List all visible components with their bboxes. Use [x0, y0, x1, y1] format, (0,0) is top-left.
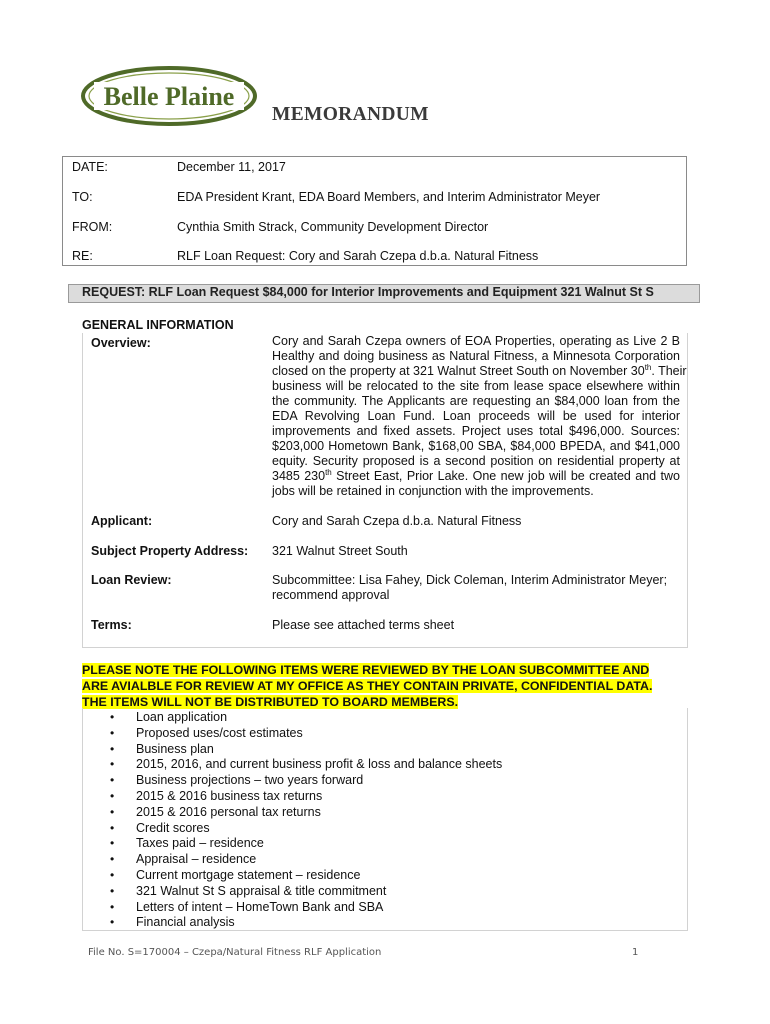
- overview-line: Healthy and doing business as Natural Fitness, a Minnesota Corporation: [272, 349, 680, 363]
- applicant-value: Cory and Sarah Czepa d.b.a. Natural Fitness: [272, 514, 522, 528]
- notice-line: PLEASE NOTE THE FOLLOWING ITEMS WERE REVIEWED BY THE LOAN SUBCOMMITTEE AND: [82, 663, 650, 677]
- overview-line: EDA Revolving Loan Fund. Loan proceeds will be used for interior: [272, 409, 680, 423]
- date-label: DATE:: [72, 160, 108, 174]
- from-label: FROM:: [72, 220, 113, 234]
- list-item: • Letters of intent – HomeTown Bank and SBA: [110, 900, 502, 916]
- overview-line: $203,000 Hometown Bank, $168,00 SBA, $84,000 BPEDA, and $41,000: [272, 439, 680, 453]
- overview-label: Overview:: [91, 336, 151, 350]
- list-item: • Taxes paid – residence: [110, 836, 502, 852]
- page-number: 1: [632, 947, 639, 958]
- notice-line: ARE AVIALBLE FOR REVIEW AT MY OFFICE AS THEY CONTAIN PRIVATE, CONFIDENTIAL DATA.: [82, 679, 653, 693]
- date-value: December 11, 2017: [177, 160, 286, 174]
- general-information-heading: GENERAL INFORMATION: [82, 318, 234, 332]
- terms-value: Please see attached terms sheet: [272, 618, 455, 632]
- re-value: RLF Loan Request: Cory and Sarah Czepa d.b.a. Natural Fitness: [177, 249, 539, 263]
- overview-line: 3485 230th Street East, Prior Lake. One new job will be created and two: [272, 467, 680, 483]
- overview-line: the community. The Applicants are requesting an $84,000 loan from the: [272, 394, 680, 408]
- list-item: • 2015 & 2016 business tax returns: [110, 789, 502, 805]
- overview-line: jobs will be retained in conjunction with the improvements.: [272, 484, 594, 498]
- loan-review-label: Loan Review:: [91, 573, 172, 587]
- list-item: • Appraisal – residence: [110, 852, 502, 868]
- from-value: Cynthia Smith Strack, Community Development Director: [177, 220, 489, 234]
- belle-plaine-logo: [80, 64, 258, 128]
- property-address-value: 321 Walnut Street South: [272, 544, 408, 558]
- overview-line: Cory and Sarah Czepa owners of EOA Properties, operating as Live 2 B: [272, 334, 680, 348]
- to-value: EDA President Krant, EDA Board Members, and Interim Administrator Meyer: [177, 190, 601, 204]
- svg-text:Belle Plaine: Belle Plaine: [103, 82, 235, 111]
- overview-line: business will be relocated to the site from lease space elsewhere within: [272, 379, 680, 393]
- overview-text: [272, 334, 687, 499]
- overview-line: closed on the property at 321 Walnut Street South on November 30th. Their: [272, 362, 687, 378]
- list-item: • Business projections – two years forward: [110, 773, 502, 789]
- list-item: • 2015 & 2016 personal tax returns: [110, 805, 502, 821]
- to-label: TO:: [72, 190, 93, 204]
- confidential-notice: [82, 662, 682, 710]
- list-item: • Credit scores: [110, 821, 502, 837]
- re-label: RE:: [72, 249, 93, 263]
- footer-file-number: File No. S=170004 – Czepa/Natural Fitness RLF Application: [88, 947, 382, 958]
- list-item: • Loan application: [110, 710, 502, 726]
- list-item: • Business plan: [110, 742, 502, 758]
- list-item: • Proposed uses/cost estimates: [110, 726, 502, 742]
- notice-line: THE ITEMS WILL NOT BE DISTRIBUTED TO BOARD MEMBERS.: [82, 695, 459, 709]
- overview-line: improvements and fixed assets. Project uses total $496,000. Sources:: [272, 424, 680, 438]
- reviewed-items-list: [110, 710, 502, 931]
- property-address-label: Subject Property Address:: [91, 544, 249, 558]
- loan-review-value-line-2: recommend approval: [272, 588, 390, 602]
- terms-label: Terms:: [91, 618, 132, 632]
- list-item: • 2015, 2016, and current business profit & loss and balance sheets: [110, 757, 502, 773]
- overview-line: equity. Security proposed is a second position on residential property at: [272, 454, 680, 468]
- list-item: • 321 Walnut St S appraisal & title commitment: [110, 884, 502, 900]
- memo-title: MEMORANDUM: [272, 104, 429, 125]
- list-item: • Current mortgage statement – residence: [110, 868, 502, 884]
- applicant-label: Applicant:: [91, 514, 153, 528]
- list-item: • Financial analysis: [110, 915, 502, 931]
- loan-review-value-line-1: Subcommittee: Lisa Fahey, Dick Coleman, Interim Administrator Meyer;: [272, 573, 668, 587]
- request-text: REQUEST: RLF Loan Request $84,000 for Interior Improvements and Equipment 321 Walnut St S: [82, 285, 654, 299]
